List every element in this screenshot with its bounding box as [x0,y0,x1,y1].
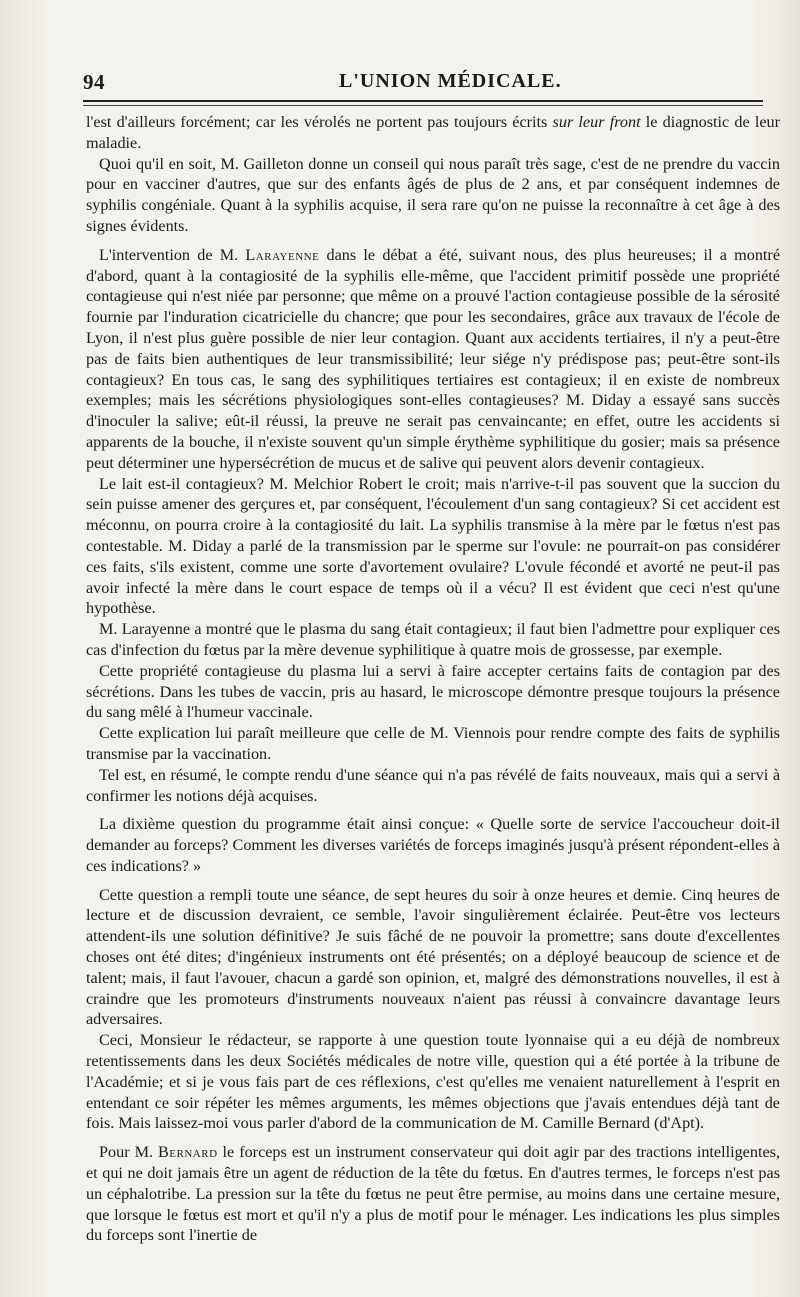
paragraph-gailleton: Quoi qu'il en soit, M. Gailleton donne un conseil qui nous paraît très sage, c'est de ne prendre du vaccin pour en vacciner d'autres, que sur des enfants âgés de plus de 2 ans, et par conséquent indemnes de syphilis congéniale. Quant à la syphilis acquise, il sera rare qu'on ne puisse la reconnaître à cet âge à des signes évidents. [86,154,780,235]
paragraph-lait: Le lait est-il contagieux? M. Melchior Robert le croit; mais n'arrive-t-il pas souvent que la succion du sein puisse amener des gerçures et, par conséquent, l'écoulement d'un sang contagieux? Si cet accident est méconnu, on pourra croire à la contagiosité du lait. La syphilis transmise à la mère par le fœtus n'est pas contestable. M. Diday a parlé de la transmission par le sperme sur l'ovule: ne pourrait-on pas considérer ces faits, s'ils existent, comme une sorte d'avortement ovulaire? L'ovule fécondé et avorté ne peut-il pas avoir infecté la mère dans le court espace de temps où il a vécu? Il est évident que ceci n'est qu'une hypothèse. [86,474,780,618]
author-name: Bernard [158,1143,218,1162]
paragraph-seance: Cette question a rempli toute une séance, de sept heures du soir à onze heures et demie. Cinq heures de lecture et de discussion devraient, ce semble, l'avoir singulièrement éclairée. Peut-être vos lecteurs attendent-ils une solution définitive? Je suis fâché de ne pouvoir la promettre; sans doute d'excellentes choses ont été dites; d'ingénieux instruments ont été présentés; on a déployé beaucoup de science et de talent; mais, il faut l'avouer, chacun a gardé son opinion, et, malgré des démonstrations nouvelles, il est à craindre que les promoteurs d'instruments nouveaux n'aient pas réussi à convaincre davantage leurs adversaires. [86,885,780,1029]
paragraph-text: l'est d'ailleurs forcément; car les vérolés ne portent pas toujours écrits [86,113,553,131]
paragraph-text: dans le débat a été, suivant nous, des plus heureuses; il a montré d'abord, quant à la contagiosité de la syphilis elle-même, que l'accident primitif possède une propriété contagieuse qui n'est niée par personne; que même on a prouvé l'action contagieuse possible de la sérosité fournie par l'induration cicatricielle du chancre; que pour les secondaires, grâce aux travaux de l'école de Lyon, il n'est plus guère possible de nier leur contagion. Quant aux accidents tertiaires, il n'y a peut-être pas de faits bien authentiques de leur transmissibilité; leur siége n'y prédispose pas; peut-être sont-ils contagieux? En tous cas, le sang des syphilitiques tertiaires est contagieux; il en existe de nombreux exemples; mais les sécrétions physiologiques sont-elles contagieuses? M. Diday a essayé sans succès d'inoculer la salive; eût-il réussi, la preuve ne serait pas cenvaincante; en effet, outre les accidents si apparents de la bouche, il n'existe souvent qu'un simple érythème syphilitique du gosier; mais sa présence peut déterminer une hypersécrétion de mucus et de salive qui peuvent alors devenir contagieux. [86,245,780,472]
paragraph-resume: Tel est, en résumé, le compte rendu d'une séance qui n'a pas révélé de faits nouveaux, mais qui a servi à confirmer les notions déjà acquises. [86,765,780,805]
header-rule [83,100,763,102]
paragraph-text: Pour M. [99,1143,158,1162]
paragraph-text: le diagnostic de leur maladie. [86,113,780,152]
paragraph-text: le forceps est un instrument conservateur qui doit agir par des tractions intelligentes, et qui ne doit jamais être un agent de réduction de la tête du fœtus. En d'autres termes, le forceps n'est pas un céphalotribe. La pression sur la tête du fœtus ne peut être permise, au moins dans une certaine mesure, que lorsque le fœtus est mort et qu'il n'y a plus de motif pour le ménager. Les indications les plus simples du forceps sont l'inertie de [86,1143,780,1245]
article-body [86,112,780,1292]
paragraph-continuation [86,112,780,154]
running-title: L'UNION MÉDICALE. [339,70,562,92]
page-header [83,66,763,96]
paragraph-ceci: Ceci, Monsieur le rédacteur, se rapporte à une question toute lyonnaise qui a eu déjà de nombreux retentissements dans les deux Sociétés médicales de notre ville, question qui a été portée à la tribune de l'Académie; et si je vous fais part de ces réflexions, c'est qu'elles me venaient naturellement à l'esprit en entendant ce soir répéter les mêmes arguments, les mêmes objections que j'avais entendues déjà tant de fois. Mais laissez-moi vous parler d'abord de la communication de M. Camille Bernard (d'Apt). [86,1031,780,1133]
paragraph-bernard [86,1142,780,1246]
paragraph-text: L'intervention de M. [99,245,246,264]
author-name: Larayenne [245,245,320,264]
paragraph-propriete: Cette propriété contagieuse du plasma lui a servi à faire accepter certains faits de contagion par des sécrétions. Dans les tubes de vaccin, pris au hasard, le microscope démontre presque toujours la présence du sang mêlé à l'humeur vaccinale. [86,661,780,722]
paragraph-larayenne [86,245,780,474]
page-number: 94 [83,70,105,94]
paragraph-plasma: M. Larayenne a montré que le plasma du sang était contagieux; il faut bien l'admettre pour expliquer ces cas d'infection du fœtus par la mère devenue syphilitique à quatre mois de grossesse, par exemple. [86,620,780,659]
italic-phrase: sur leur front [552,113,641,131]
paragraph-explication: Cette explication lui paraît meilleure que celle de M. Viennois pour rendre compte des faits de syphilis transmise par la vaccination. [86,724,780,763]
paragraph-dixieme-question: La dixième question du programme était ainsi conçue: « Quelle sorte de service l'accoucheur doit-il demander au forceps? Comment les diverses variétés de forceps imaginés jusqu'à présent répondent-elles à ces indications? » [86,815,780,875]
header-rule-thin [83,105,763,106]
